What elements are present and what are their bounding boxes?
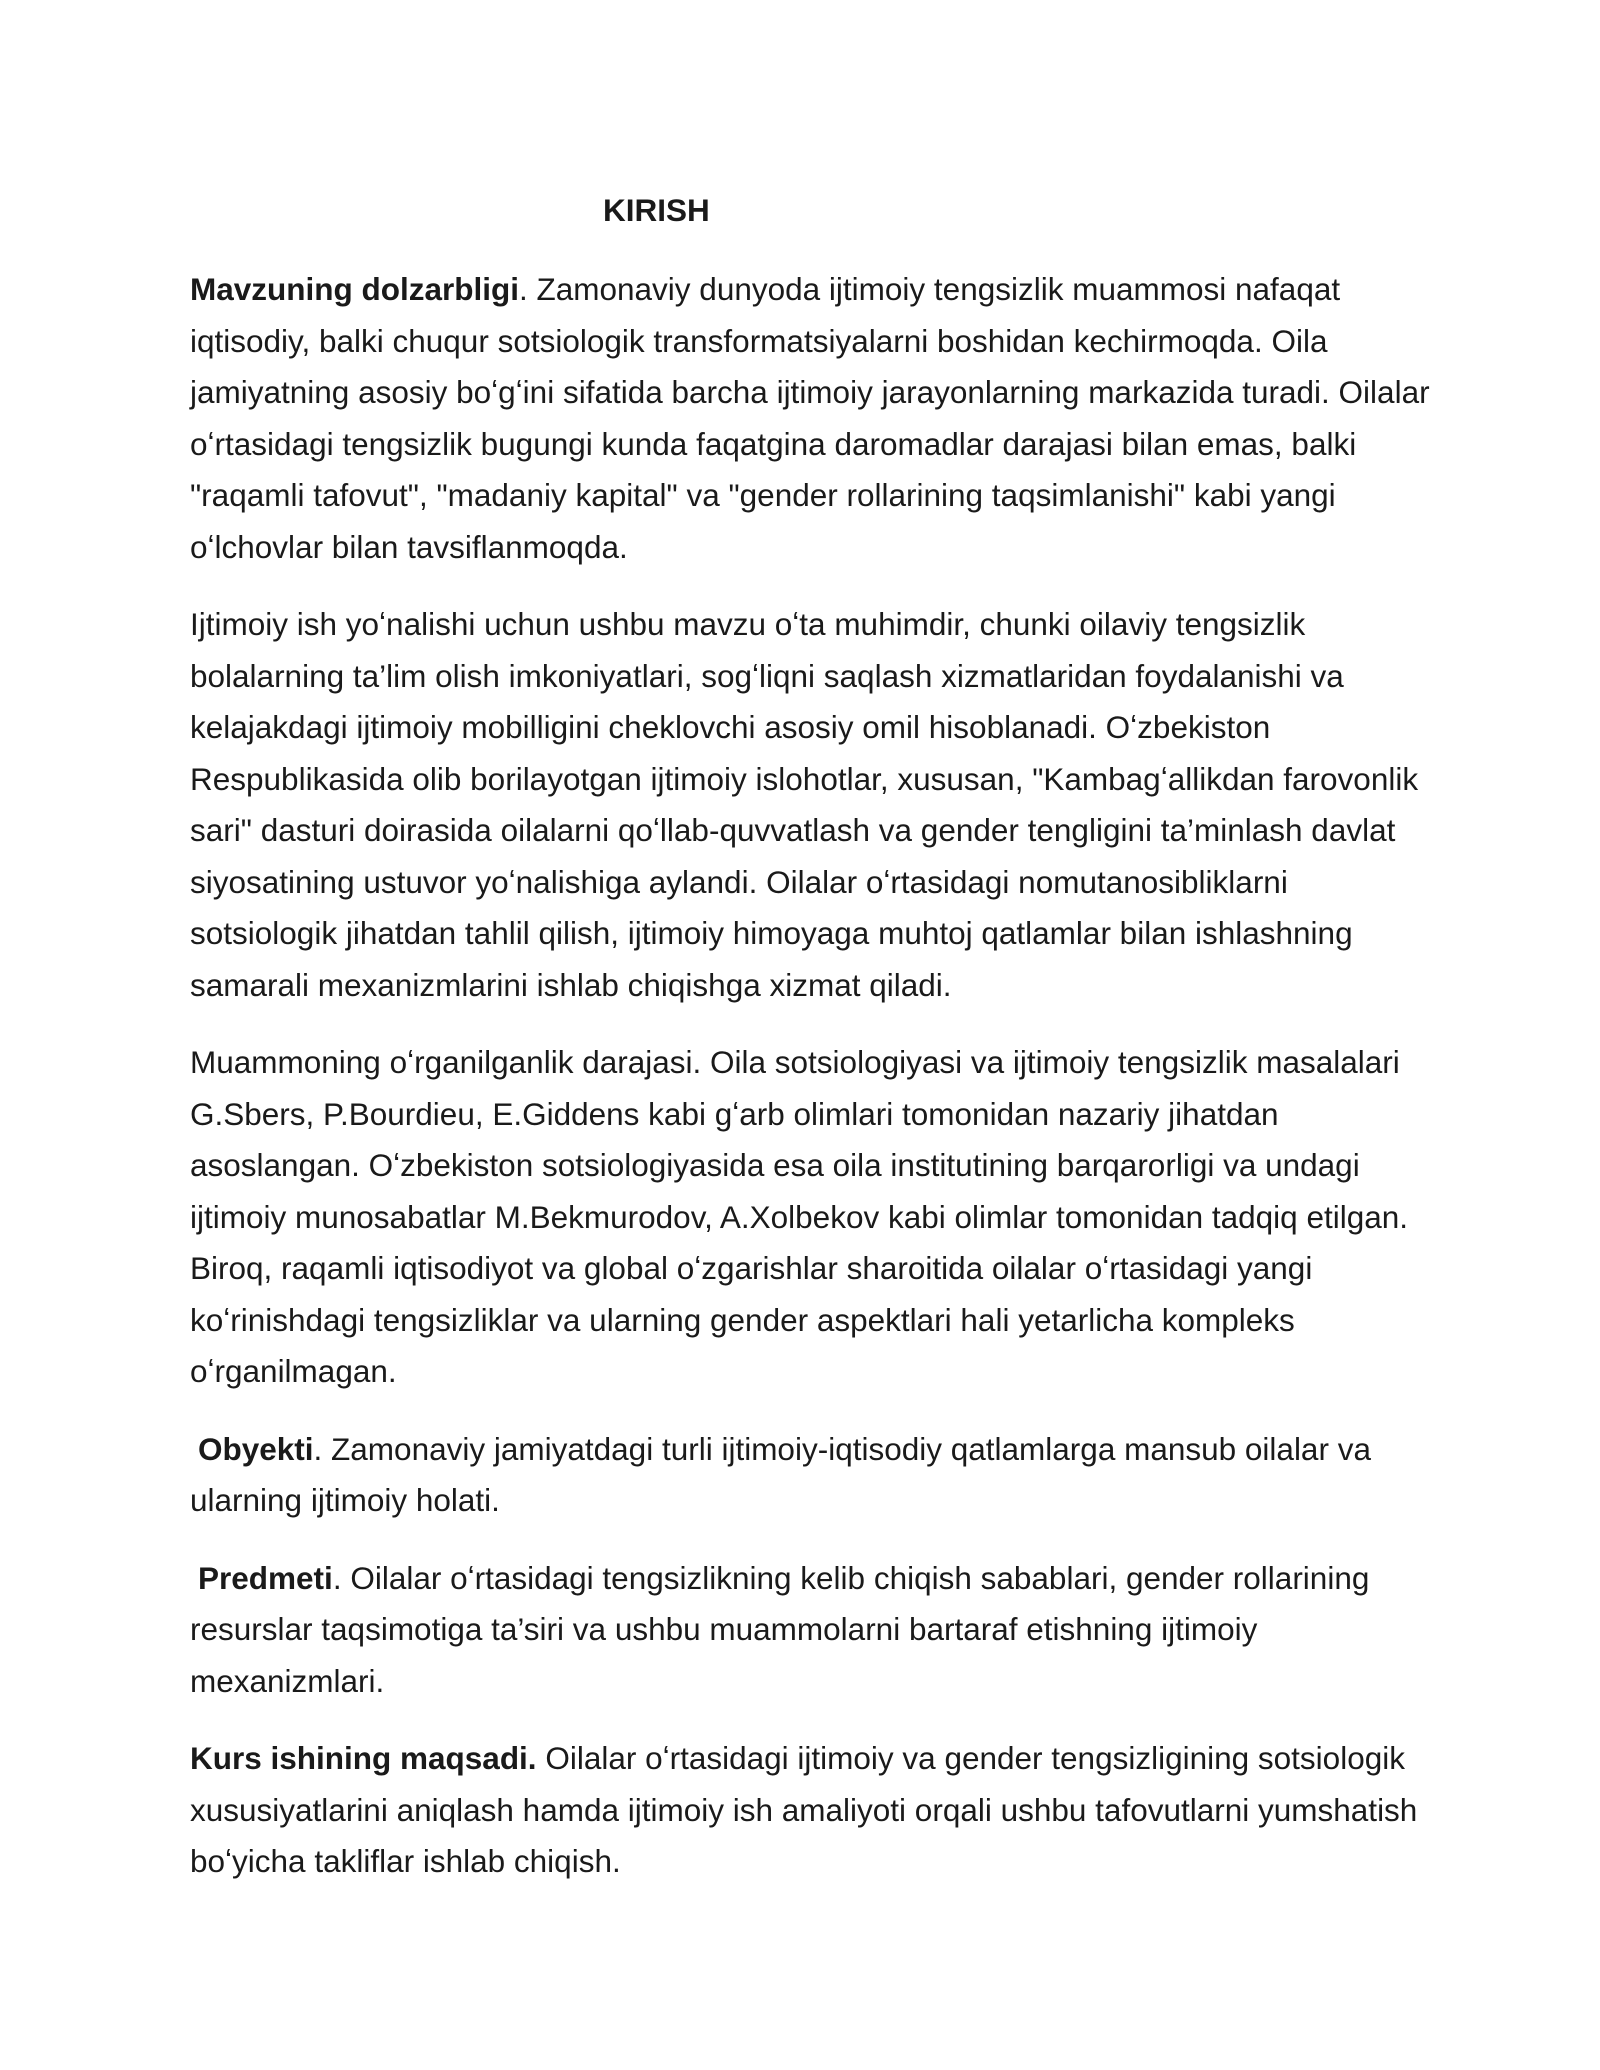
paragraph-lead: Kurs ishining maqsadi. bbox=[190, 1740, 537, 1776]
document-title: KIRISH bbox=[603, 192, 710, 228]
paragraph-goal bbox=[190, 1733, 1430, 1888]
paragraph-lead: Predmeti bbox=[198, 1559, 333, 1596]
paragraph-lead: Obyekti bbox=[198, 1430, 314, 1467]
paragraph-relevance bbox=[190, 264, 1430, 573]
paragraph-object bbox=[190, 1424, 1430, 1527]
paragraph-text: Ijtimoiy ish yoʻnalishi uchun ushbu mavzu oʻta muhimdir, chunki oilaviy tengsizlik bolalarning ta’lim olish imkoniyatlari, sogʻliqni saqlash xizmatlaridan foydalanishi va kelajakdagi ijtimoiy mobilligini cheklovchi asosiy omil hisoblanadi. Oʻzbekiston Respublikasida olib borilayotgan ijtimoiy islohotlar, xususan, "Kambagʻallikdan farovonlik sari" dasturi doirasida oilalarni qoʻllab-quvvatlash va gender tengligini ta’minlash davlat siyosatining ustuvor yoʻnalishiga aylandi. Oilalar oʻrtasidagi nomutanosibliklarni sotsiologik jihatdan tahlil qilish, ijtimoiy himoyaga muhtoj qatlamlar bilan ishlashning samarali mexanizmlarini ishlab chiqishga xizmat qiladi. bbox=[190, 606, 1419, 1003]
paragraph-lead: Mavzuning dolzarbligi bbox=[190, 271, 519, 307]
paragraph-text: . Zamonaviy dunyoda ijtimoiy tengsizlik muammosi nafaqat iqtisodiy, balki chuqur sotsiologik transformatsiyalarni boshidan kechirmoqda. Oila jamiyatning asosiy boʻgʻini sifatida barcha ijtimoiy jarayonlarning markazida turadi. Oilalar oʻrtasidagi tengsizlik bugungi kunda faqatgina daromadlar darajasi bilan emas, balki "raqamli tafovut", "madaniy kapital" va "gender rollarining taqsimlanishi" kabi yangi oʻlchovlar bilan tavsiflanmoqda. bbox=[190, 271, 1430, 565]
paragraph-text: Muammoning oʻrganilganlik darajasi. Oila sotsiologiyasi va ijtimoiy tengsizlik masalalari G.Sbers, P.Bourdieu, E.Giddens kabi gʻarb olimlari tomonidan nazariy jihatdan asoslangan. Oʻzbekiston sotsiologiyasida esa oila institutining barqarorligi va undagi ijtimoiy munosabatlar M.Bekmurodov, A.Xolbekov kabi olimlar tomonidan tadqiq etilgan. Biroq, raqamli iqtisodiyot va global oʻzgarishlar sharoitida oilalar oʻrtasidagi yangi koʻrinishdagi tengsizliklar va ularning gender aspektlari hali yetarlicha kompleks oʻrganilmagan. bbox=[190, 1044, 1409, 1389]
document-page bbox=[190, 190, 1430, 1914]
paragraph-text: . Oilalar oʻrtasidagi tengsizlikning kelib chiqish sabablari, gender rollarining resurslar taqsimotiga ta’siri va ushbu muammolarni bartaraf etishning ijtimoiy mexanizmlari. bbox=[190, 1559, 1370, 1699]
paragraph-text: Oilalar oʻrtasidagi ijtimoiy va gender tengsizligining sotsiologik xususiyatlarini aniqlash hamda ijtimoiy ish amaliyoti orqali ushbu tafovutlarni yumshatish boʻyicha takliflar ishlab chiqish. bbox=[190, 1740, 1418, 1879]
paragraph-text: . Zamonaviy jamiyatdagi turli ijtimoiy-iqtisodiy qatlamlarga mansub oilalar va ularning ijtimoiy holati. bbox=[190, 1430, 1371, 1518]
paragraph-subject bbox=[190, 1553, 1430, 1708]
paragraph-social-work bbox=[190, 599, 1430, 1011]
paragraph-research-level bbox=[190, 1037, 1430, 1398]
